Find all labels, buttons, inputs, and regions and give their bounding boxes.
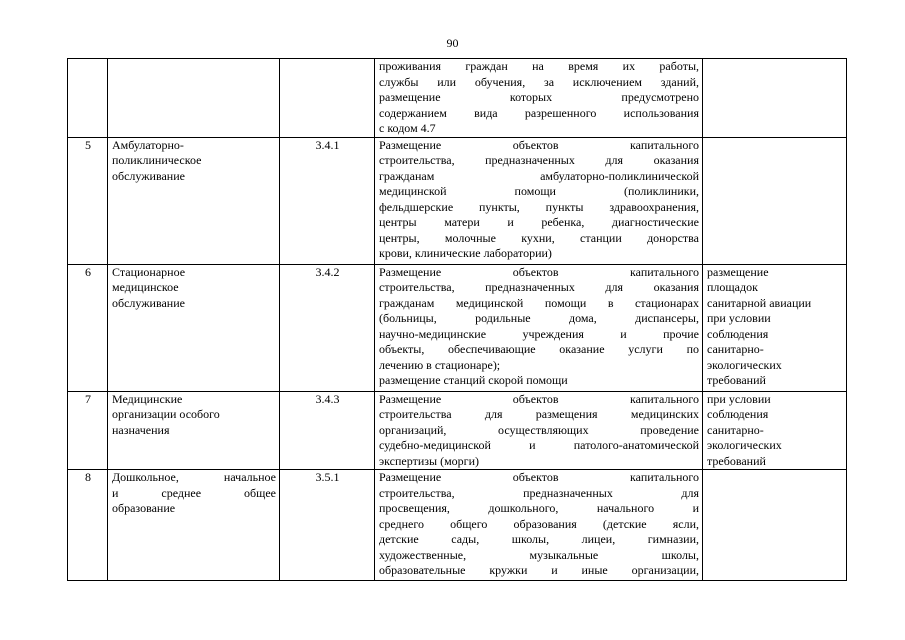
name-line: обслуживание xyxy=(112,168,185,183)
name-line: образование xyxy=(112,501,176,515)
row-description-cell xyxy=(375,264,703,391)
row-number-cell: 7 xyxy=(68,391,108,470)
description-line: просвещения, дошкольного, начального и xyxy=(379,501,699,515)
row-name-cell xyxy=(108,470,280,581)
description-line: Размещение объектов капитального xyxy=(379,391,699,406)
row-number-cell xyxy=(68,59,108,138)
note-line: требований xyxy=(707,373,766,387)
description-line: строительства для размещения медицинских xyxy=(379,407,699,421)
description-line: крови, клинические лаборатории) xyxy=(379,246,552,260)
description-line: размещение которых предусмотрено xyxy=(379,90,699,104)
row-note-cell xyxy=(703,137,847,264)
description-line: лечению в стационаре); xyxy=(379,357,501,372)
description-line: фельдшерские пункты, пункты здравоохранения, xyxy=(379,199,699,214)
description-line: размещение станций скорой помощи xyxy=(379,373,568,387)
description-line: проживания граждан на время их работы, xyxy=(379,59,699,73)
row-number-cell: 8 xyxy=(68,470,108,581)
note-line: экологических xyxy=(707,438,782,452)
note-line: при условии xyxy=(707,311,771,325)
row-number-cell: 6 xyxy=(68,264,108,391)
description-line: Размещение объектов капитального xyxy=(379,470,699,484)
name-line: Дошкольное, начальное xyxy=(112,470,276,484)
row-name-cell xyxy=(108,391,280,470)
table-row xyxy=(68,264,847,391)
row-code-cell xyxy=(280,59,375,138)
description-line: (больницы, родильные дома, диспансеры, xyxy=(379,311,699,325)
name-line: обслуживание xyxy=(112,295,185,310)
note-line: размещение xyxy=(707,264,769,279)
description-line: центры матери и ребенка, диагностические xyxy=(379,215,699,229)
row-description-cell xyxy=(375,391,703,470)
description-line: с кодом 4.7 xyxy=(379,121,436,135)
note-line: санитарной авиации xyxy=(707,295,812,310)
name-line: Стационарное xyxy=(112,264,186,279)
name-line: Амбулаторно- xyxy=(112,137,184,152)
row-code-cell: 3.4.2 xyxy=(280,264,375,391)
note-line: санитарно- xyxy=(707,342,764,356)
row-description-cell xyxy=(375,137,703,264)
page-number: 90 xyxy=(446,36,459,50)
row-name-cell xyxy=(108,264,280,391)
table-row xyxy=(68,137,847,264)
description-line: строительства, предназначенных для xyxy=(379,485,699,500)
row-note-cell xyxy=(703,264,847,391)
row-note-cell xyxy=(703,470,847,581)
description-line: Размещение объектов капитального xyxy=(379,264,699,279)
description-line: гражданам амбулаторно-поликлинической xyxy=(379,168,699,183)
description-line: научно-медицинские учреждения и прочие xyxy=(379,326,699,341)
description-line: экспертизы (морги) xyxy=(379,453,479,468)
description-line: организаций, осуществляющих проведение xyxy=(379,422,699,437)
description-line: строительства, предназначенных для оказания xyxy=(379,153,699,167)
name-line: Медицинские xyxy=(112,391,183,406)
description-line: художественные, музыкальные школы, xyxy=(379,547,699,562)
land-use-table xyxy=(67,58,847,581)
name-line: и среднее общее xyxy=(112,485,276,500)
row-description-cell xyxy=(375,59,703,138)
note-line: соблюдения xyxy=(707,326,769,341)
description-line: образовательные кружки и иные организации, xyxy=(379,563,699,577)
name-line: поликлиническое xyxy=(112,153,202,167)
description-line: центры, молочные кухни, станции донорства xyxy=(379,230,699,245)
table-row xyxy=(68,391,847,470)
note-line: соблюдения xyxy=(707,407,769,421)
description-line: детские сады, школы, лицеи, гимназии, xyxy=(379,532,699,546)
row-description-cell xyxy=(375,470,703,581)
row-code-cell: 3.4.1 xyxy=(280,137,375,264)
note-line: площадок xyxy=(707,280,758,294)
row-note-cell xyxy=(703,59,847,138)
name-line: организации особого xyxy=(112,407,220,421)
table-row xyxy=(68,470,847,581)
note-line: требований xyxy=(707,453,766,468)
row-name-cell xyxy=(108,59,280,138)
description-line: строительства, предназначенных для оказания xyxy=(379,280,699,294)
row-code-cell: 3.5.1 xyxy=(280,470,375,581)
row-code-cell: 3.4.3 xyxy=(280,391,375,470)
name-line: назначения xyxy=(112,422,170,437)
note-line: санитарно- xyxy=(707,422,764,437)
note-line: при условии xyxy=(707,391,771,406)
description-line: гражданам медицинской помощи в стационарах xyxy=(379,295,699,310)
description-line: среднего общего образования (детские ясли, xyxy=(379,516,699,531)
description-line: Размещение объектов капитального xyxy=(379,137,699,152)
name-line: медицинское xyxy=(112,280,179,294)
note-line: экологических xyxy=(707,357,782,372)
description-line: службы или обучения, за исключением зданий, xyxy=(379,74,699,89)
row-name-cell xyxy=(108,137,280,264)
description-line: содержанием вида разрешенного использования xyxy=(379,105,699,120)
description-line: судебно-медицинской и патолого-анатомической xyxy=(379,438,699,452)
table-row xyxy=(68,59,847,138)
row-number-cell: 5 xyxy=(68,137,108,264)
table-body xyxy=(68,59,847,581)
description-line: медицинской помощи (поликлиники, xyxy=(379,184,699,198)
description-line: объекты, обеспечивающие оказание услуги по xyxy=(379,342,699,356)
row-note-cell xyxy=(703,391,847,470)
